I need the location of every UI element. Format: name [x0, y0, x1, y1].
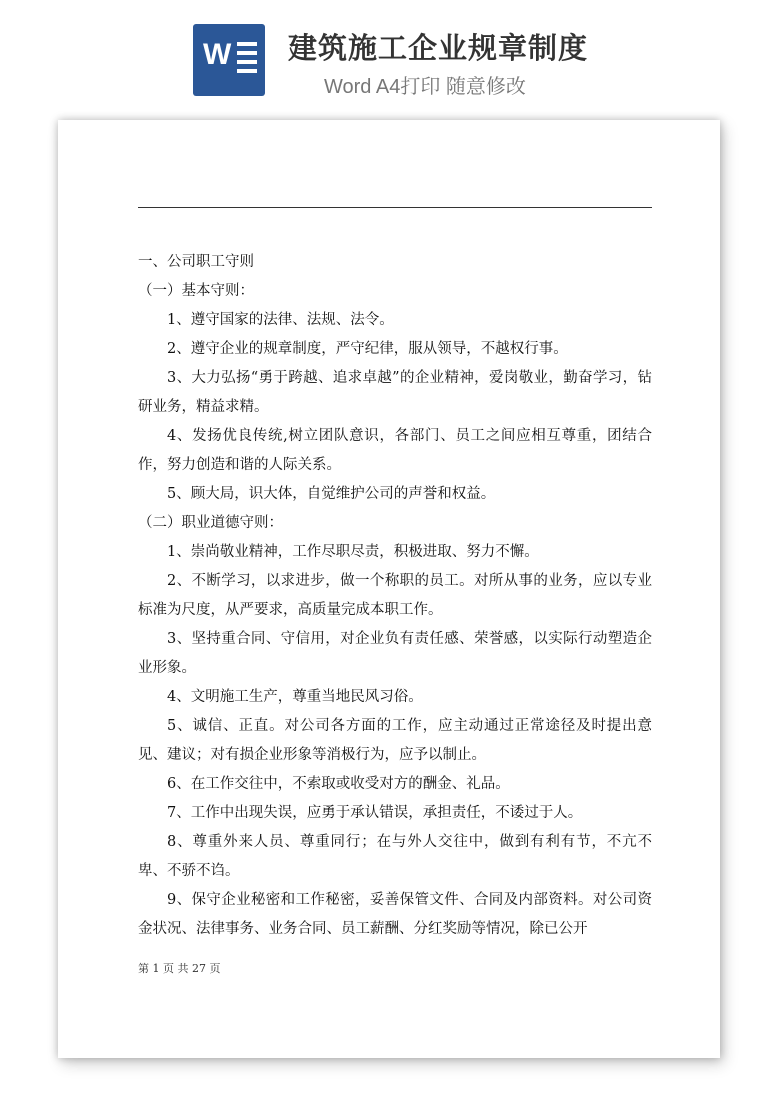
- word-document-icon: [193, 24, 265, 96]
- section-heading: （二）职业道德守则：: [138, 515, 283, 531]
- paragraph: 3、大力弘扬“勇于跨越、追求卓越”的企业精神，爱岗敬业，勤奋学习，钻研业务，精益求精。: [138, 370, 652, 415]
- paragraph: 4、文明施工生产，尊重当地民风习俗。: [167, 689, 423, 705]
- section-heading: （一）基本守则：: [138, 283, 254, 299]
- paragraph: 1、崇尚敬业精神，工作尽职尽责，积极进取、努力不懈。: [167, 544, 539, 560]
- header-rule: [138, 207, 652, 208]
- paragraph: 4、发扬优良传统,树立团队意识，各部门、员工之间应相互尊重，团结合作，努力创造和谐的人际关系。: [138, 428, 652, 473]
- page-title: 建筑施工企业规章制度: [288, 31, 589, 65]
- paragraph: 7、工作中出现失误，应勇于承认错误，承担责任，不诿过于人。: [167, 805, 583, 821]
- document-body: [138, 248, 652, 944]
- page-footer: 第 1 页 共 27 页: [138, 962, 221, 975]
- paragraph: 5、顾大局，识大体，自觉维护公司的声誉和权益。: [167, 486, 496, 502]
- page-subtitle: Word A4打印 随意修改: [324, 76, 526, 98]
- section-heading: 一、公司职工守则: [138, 254, 254, 270]
- paragraph: 1、遵守国家的法律、法规、法令。: [167, 312, 394, 328]
- paragraph: 9、保守企业秘密和工作秘密，妥善保管文件、合同及内部资料。对公司资金状况、法律事务、业务合同、员工薪酬、分红奖励等情况，除已公开: [138, 892, 652, 937]
- paragraph: 6、在工作交往中，不索取或收受对方的酬金、礼品。: [167, 776, 510, 792]
- paragraph: 5、诚信、正直。对公司各方面的工作，应主动通过正常途径及时提出意见、建议；对有损企业形象等消极行为，应予以制止。: [138, 718, 652, 763]
- header: [0, 0, 774, 112]
- paragraph: 2、遵守企业的规章制度，严守纪律，服从领导，不越权行事。: [167, 341, 568, 357]
- word-icon-letter: W: [203, 38, 232, 71]
- paragraph: 8、尊重外来人员、尊重同行；在与外人交往中，做到有利有节，不亢不卑、不骄不诌。: [138, 834, 652, 879]
- paragraph: 2、不断学习，以求进步，做一个称职的员工。对所从事的业务，应以专业标准为尺度，从严要求，高质量完成本职工作。: [138, 573, 652, 618]
- paragraph: 3、坚持重合同、守信用，对企业负有责任感、荣誉感，以实际行动塑造企业形象。: [138, 631, 652, 676]
